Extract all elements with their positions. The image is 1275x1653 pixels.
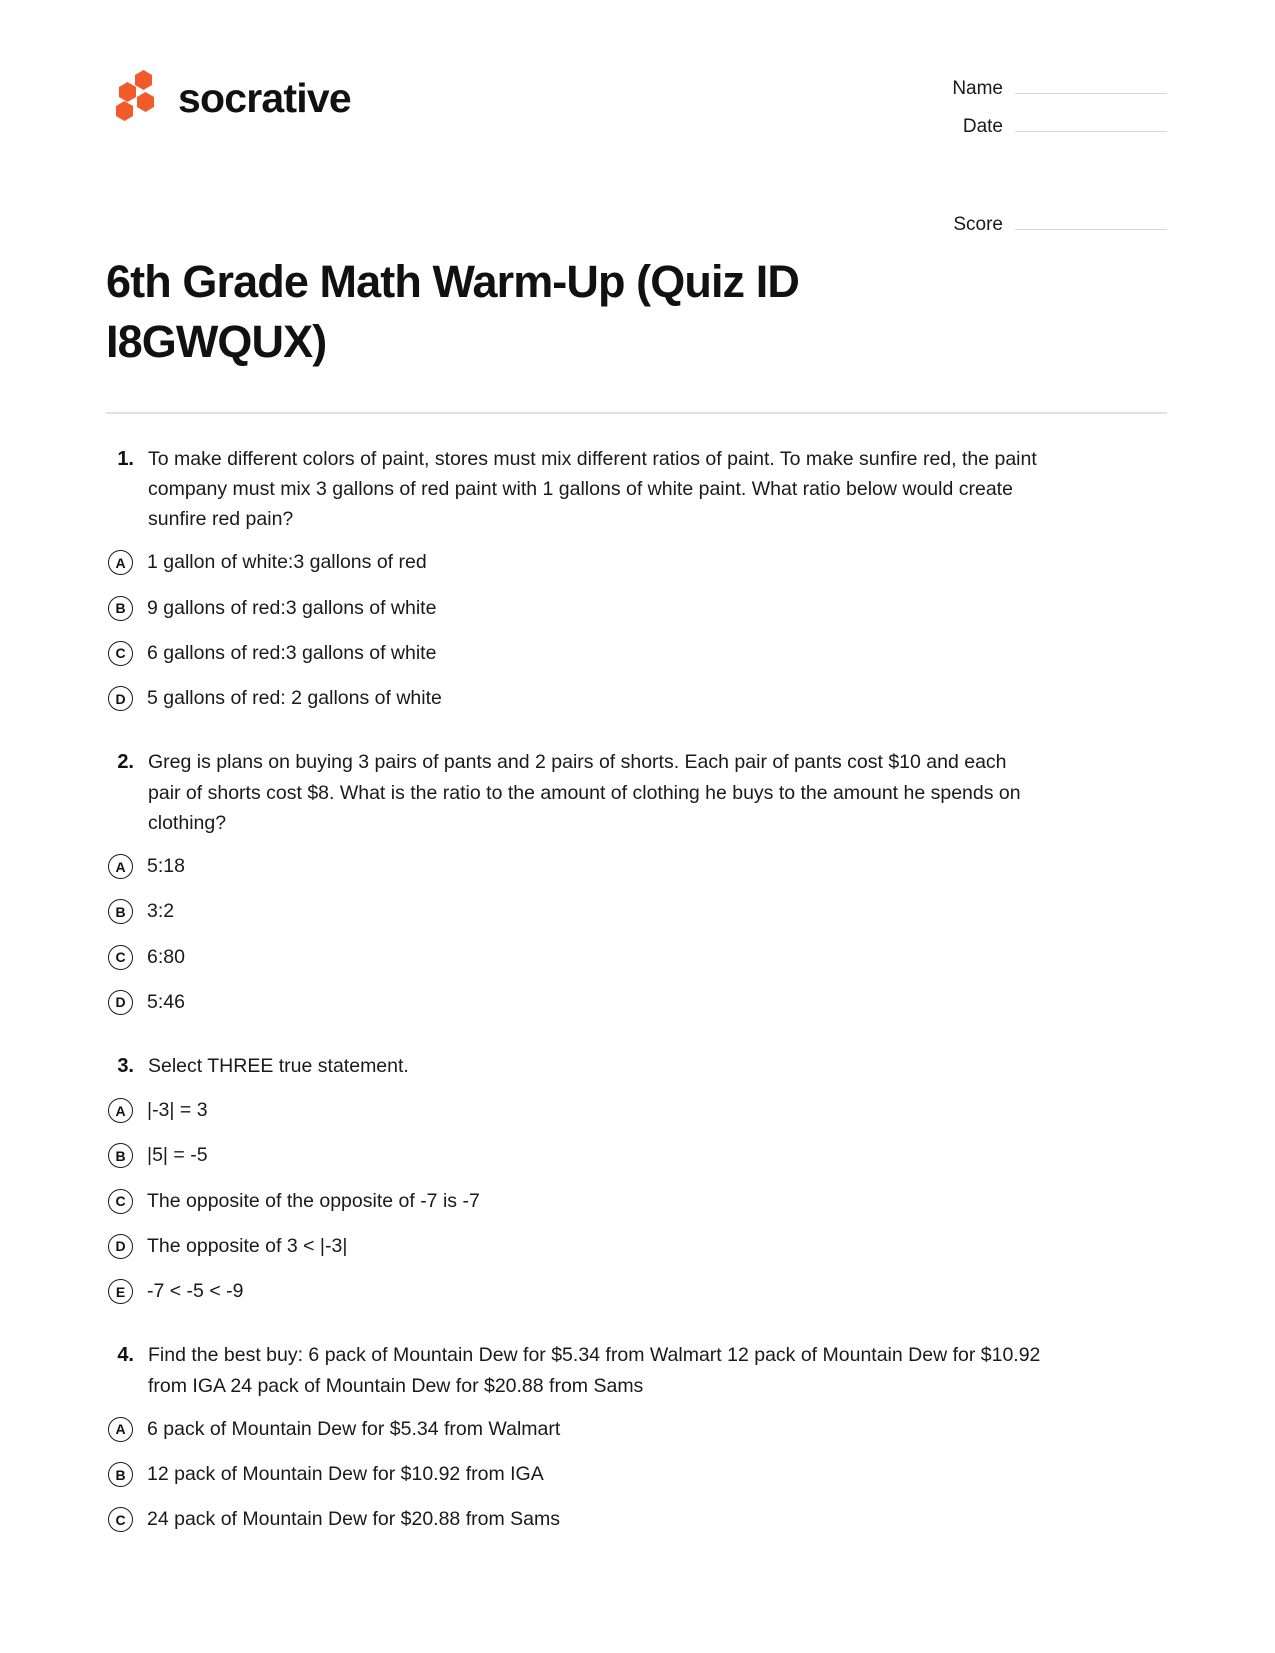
option-text: 9 gallons of red:3 gallons of white: [147, 596, 437, 619]
name-field-row: [932, 74, 1167, 100]
option-text: 5:18: [147, 855, 185, 878]
date-field-row: [932, 112, 1167, 138]
option-text: |-3| = 3: [147, 1099, 208, 1122]
option-text: 6 gallons of red:3 gallons of white: [147, 641, 437, 664]
option-text: 1 gallon of white:3 gallons of red: [147, 551, 427, 574]
answer-option[interactable]: [108, 1187, 1175, 1216]
student-info-fields: [932, 62, 1167, 248]
answer-option[interactable]: [108, 594, 1175, 623]
answer-options: [108, 1096, 1175, 1306]
answer-option[interactable]: [108, 1141, 1175, 1170]
option-bubble-d[interactable]: D: [108, 1234, 133, 1259]
option-bubble-c[interactable]: C: [108, 641, 133, 666]
option-bubble-c[interactable]: C: [108, 945, 133, 970]
question-header: [108, 444, 1175, 535]
option-bubble-b[interactable]: B: [108, 596, 133, 621]
option-bubble-b[interactable]: B: [108, 1143, 133, 1168]
answer-option[interactable]: [108, 943, 1175, 972]
brand-wordmark: socrative: [178, 74, 351, 121]
answer-option[interactable]: [108, 1415, 1175, 1444]
option-text: 5 gallons of red: 2 gallons of white: [147, 687, 442, 710]
option-bubble-c[interactable]: C: [108, 1507, 133, 1532]
date-label: Date: [962, 116, 1003, 137]
answer-option[interactable]: [108, 1505, 1175, 1534]
option-bubble-e[interactable]: E: [108, 1279, 133, 1304]
option-text: |5| = -5: [147, 1144, 208, 1167]
option-text: 6:80: [147, 945, 185, 968]
question-header: [108, 747, 1175, 838]
question-header: [108, 1051, 1175, 1082]
question-number: 2.: [117, 751, 134, 774]
question-text: Select THREE true statement.: [148, 1055, 409, 1078]
name-label: Name: [952, 78, 1003, 99]
option-bubble-b[interactable]: B: [108, 899, 133, 924]
answer-options: [108, 852, 1175, 1017]
option-text: 5:46: [147, 990, 185, 1013]
option-text: The opposite of the opposite of -7 is -7: [147, 1189, 480, 1212]
option-bubble-a[interactable]: A: [108, 550, 133, 575]
option-bubble-c[interactable]: C: [108, 1189, 133, 1214]
page-header: [0, 0, 1275, 248]
answer-option[interactable]: [108, 639, 1175, 668]
answer-options: [108, 548, 1175, 713]
question-text: Find the best buy: 6 pack of Mountain Dew for $5.34 from Walmart 12 pack of Mountain Dew for $10.92 from IGA 24 pack of Mountain Dew for $20.88 from Sams: [148, 1344, 1041, 1397]
answer-option[interactable]: [108, 988, 1175, 1017]
option-text: The opposite of 3 < |-3|: [147, 1234, 348, 1257]
option-bubble-b[interactable]: B: [108, 1462, 133, 1487]
question-number: 4.: [117, 1344, 134, 1367]
option-text: 3:2: [147, 900, 175, 923]
answer-option[interactable]: [108, 897, 1175, 926]
option-text: 24 pack of Mountain Dew for $20.88 from Sams: [147, 1508, 560, 1531]
question-header: [108, 1340, 1175, 1400]
question-item: [108, 1340, 1175, 1534]
answer-option[interactable]: [108, 684, 1175, 713]
option-text: 12 pack of Mountain Dew for $10.92 from IGA: [147, 1463, 544, 1486]
score-input-line[interactable]: [1015, 210, 1167, 230]
answer-option[interactable]: [108, 1096, 1175, 1125]
question-text: To make different colors of paint, stores must mix different ratios of paint. To make sunfire red, the paint company must mix 3 gallons of red paint with 1 gallons of white paint. What ratio below would create sunfire red pain?: [148, 447, 1037, 531]
answer-option[interactable]: [108, 852, 1175, 881]
hexagon-cluster-icon: [106, 70, 162, 126]
option-bubble-a[interactable]: A: [108, 1417, 133, 1442]
page-title: 6th Grade Math Warm-Up (Quiz ID I8GWQUX): [106, 256, 799, 367]
question-text: Greg is plans on buying 3 pairs of pants and 2 pairs of shorts. Each pair of pants cost $10 and each pair of shorts cost $8. What is the ratio to the amount of clothing he buys to the amount he spends on clothing?: [148, 751, 1021, 834]
answer-option[interactable]: [108, 1232, 1175, 1261]
answer-option[interactable]: [108, 548, 1175, 577]
meta-spacer: [932, 150, 1167, 210]
option-bubble-a[interactable]: A: [108, 854, 133, 879]
option-text: -7 < -5 < -9: [147, 1280, 244, 1303]
question-item: [108, 747, 1175, 1017]
answer-option[interactable]: [108, 1460, 1175, 1489]
option-bubble-d[interactable]: D: [108, 686, 133, 711]
answer-options: [108, 1415, 1175, 1535]
option-bubble-a[interactable]: A: [108, 1098, 133, 1123]
title-section: [0, 252, 1275, 372]
question-number: 3.: [117, 1055, 134, 1078]
question-item: [108, 444, 1175, 714]
option-bubble-d[interactable]: D: [108, 990, 133, 1015]
question-number: 1.: [117, 447, 134, 470]
answer-option[interactable]: [108, 1277, 1175, 1306]
option-text: 6 pack of Mountain Dew for $5.34 from Walmart: [147, 1417, 561, 1440]
name-input-line[interactable]: [1015, 74, 1167, 94]
date-input-line[interactable]: [1015, 112, 1167, 132]
question-list: [0, 414, 1275, 1535]
question-item: [108, 1051, 1175, 1306]
socrative-logo: [106, 62, 351, 126]
score-label: Score: [953, 214, 1003, 235]
score-field-row: [932, 210, 1167, 236]
